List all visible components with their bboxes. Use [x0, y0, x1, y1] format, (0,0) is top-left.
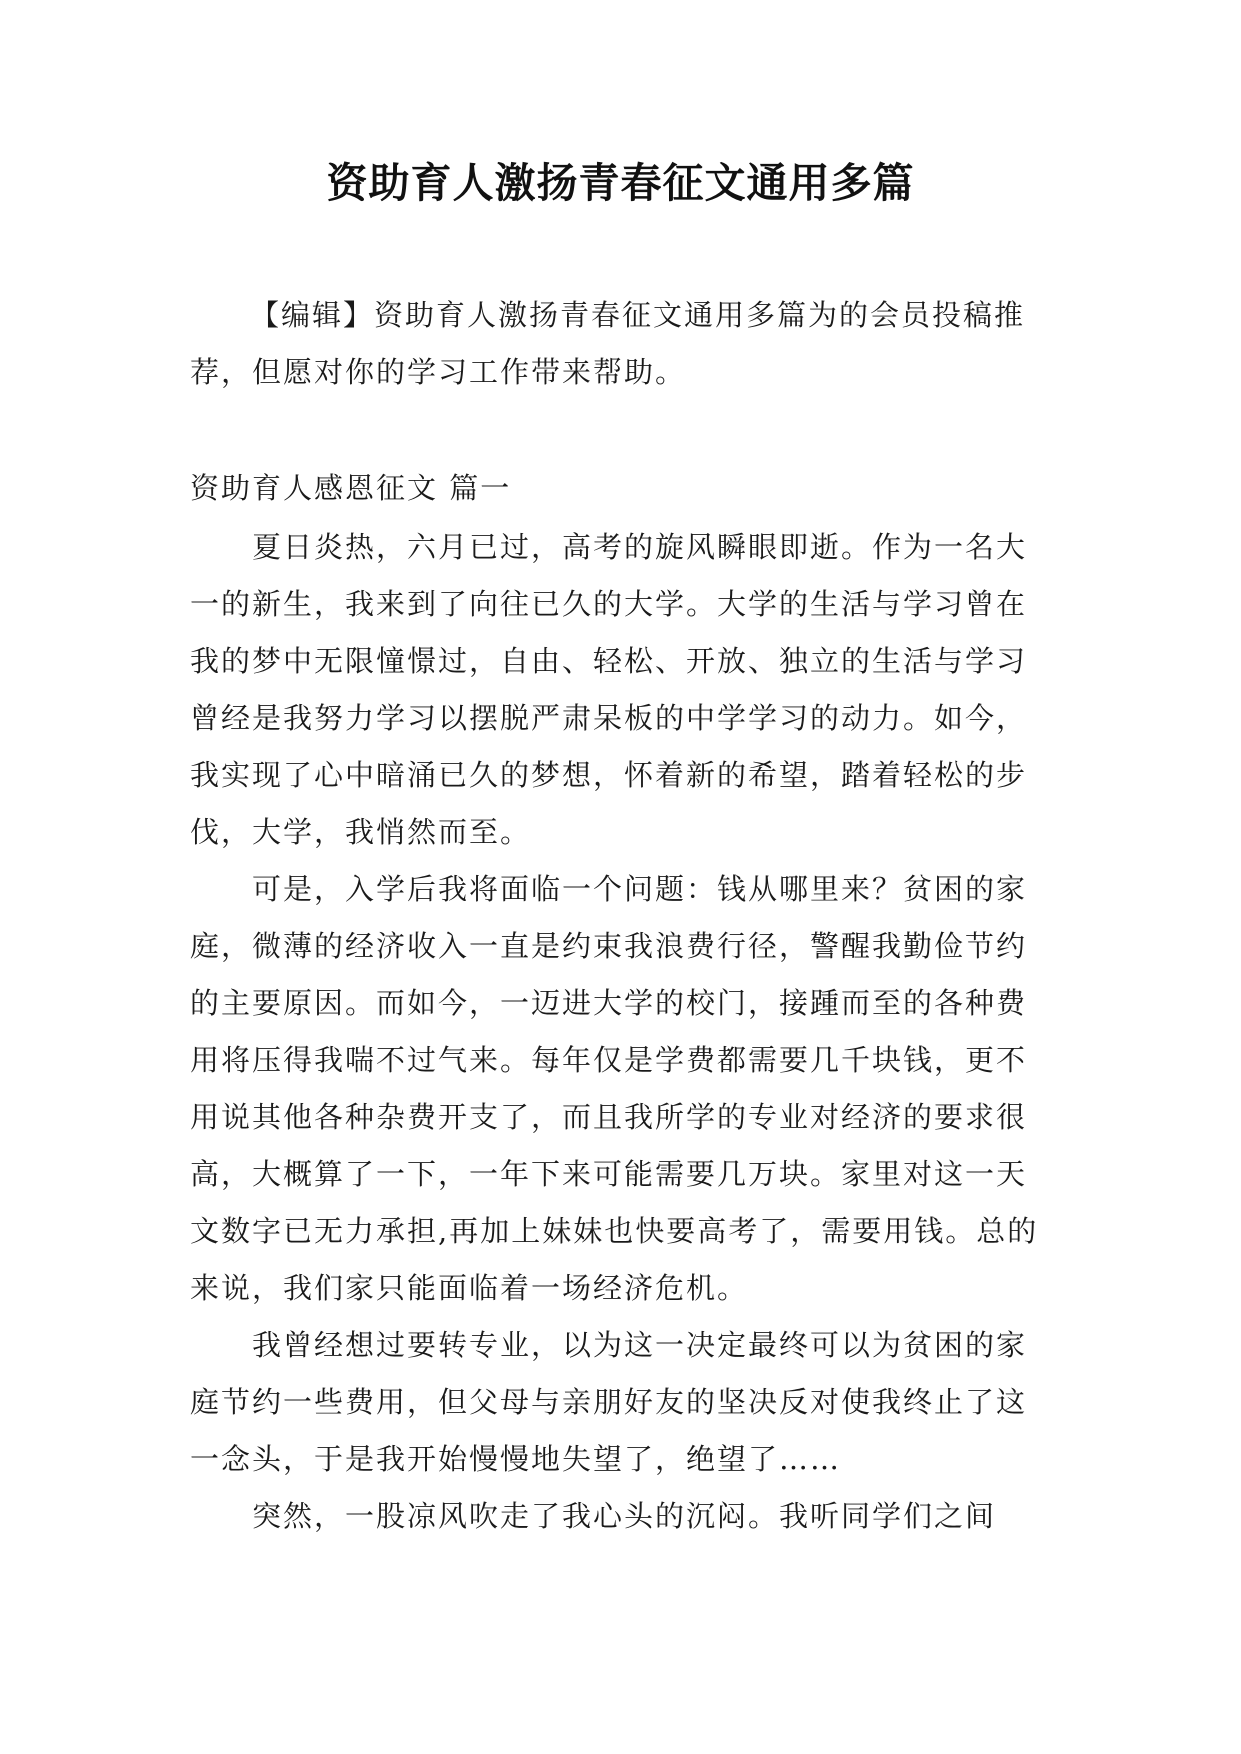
paragraph: 我曾经想过要转专业，以为这一决定最终可以为贫困的家庭节约一些费用，但父母与亲朋好友的坚决反对使我终止了这一念头，于是我开始慢慢地失望了，绝望了…… — [190, 1328, 1028, 1476]
paragraph: 可是，入学后我将面临一个问题：钱从哪里来？贫困的家庭，微薄的经济收入一直是约束我浪费行径，警醒我勤俭节约的主要原因。而如今，一迈进大学的校门，接踵而至的各种费用将压得我喘不过气来。每年仅是学费都需要几千块钱，更不用说其他各种杂费开支了，而且我所学的专业对经济的要求很高，大概算了一下，一年下来可能需要几万块。家里对这一天文数字已无力承担,再加上妹妹也快要高考了，需要用钱。总的来说，我们家只能面临着一场经济危机。 — [190, 872, 1039, 1305]
document-title: 资助育人激扬青春征文通用多篇 — [326, 159, 915, 207]
paragraph: 夏日炎热，六月已过，高考的旋风瞬眼即逝。作为一名大一的新生，我来到了向往已久的大学。大学的生活与学习曾在我的梦中无限憧憬过，自由、轻松、开放、独立的生活与学习曾经是我努力学习以摆脱严肃呆板的中学学习的动力。如今，我实现了心中暗涌已久的梦想，怀着新的希望，踏着轻松的步伐，大学，我悄然而至。 — [190, 530, 1028, 849]
paragraph: 突然，一股凉风吹走了我心头的沉闷。我听同学们之间 — [252, 1499, 997, 1533]
intro-paragraph: 【编辑】资助育人激扬青春征文通用多篇为的会员投稿推荐，但愿对你的学习工作带来帮助。 — [190, 298, 1026, 389]
section-heading: 资助育人感恩征文 篇一 — [190, 471, 512, 505]
section-body — [190, 519, 1050, 1545]
